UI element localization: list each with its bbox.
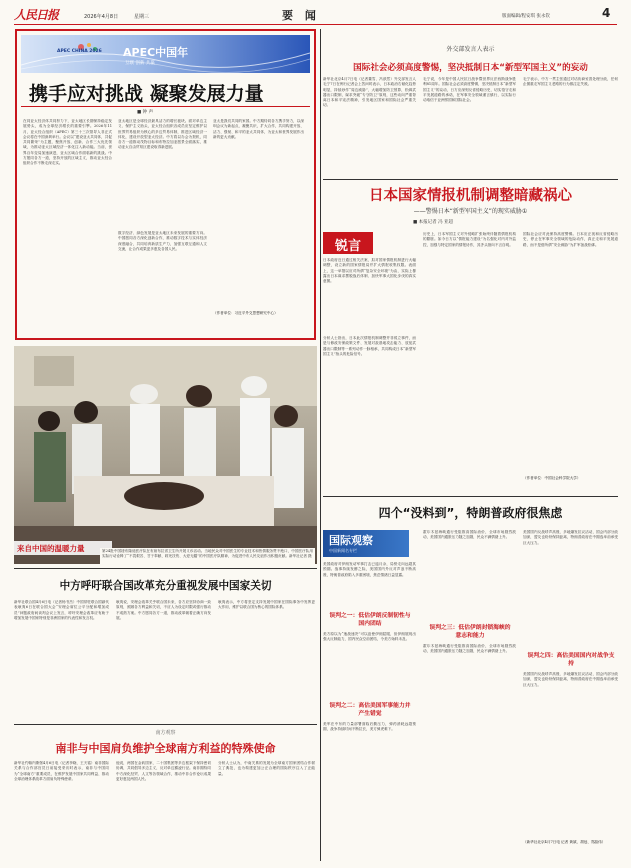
seventy-lead: 美国政府对伊朗发动军事打击已逾月余，局势走向远超其预期。战事持续发酵之际，美国国内外反对声浪不断高涨，特朗普政府陷入多重困境，焦虑情绪日益显露。 (323, 562, 416, 577)
sa-kicker: 南方观察 (155, 730, 176, 736)
seventy-badge (323, 530, 409, 557)
photo-caption-title: 来自中国的温暖力量 (14, 541, 112, 555)
jp-body-col1a: 日本政府近日通过相关法案，拟对国家情报机制进行大幅调整，设立新的国家情报局并扩大情报收集权限。表面上，这一举措以应对所谓“复杂安全环境”为由，实际上暴露出日本谋求摆脱战后体制、加快军事大国化步伐的真实意图。 (323, 258, 416, 284)
sa-body-col3: 分析人士认为，中南关系的发展为全球南方国家团结合作树立了典范，也为构建更加公正合理的国际秩序注入了正能量。 (218, 761, 315, 776)
issue-weekday: 星期三 (134, 14, 150, 20)
jp-body-col2: 历史上，日本军国主义对外侵略扩张始终伴随着情报机构的膨胀。如今日方以“情报能力建设”为名强化对内对外监控，加强与特定国家的情报协作，其矛头指向不言自明。 (423, 232, 516, 247)
apec-rule (21, 106, 310, 107)
jp-subheadline: ——警惕日本“新型军国主义”的现实威胁① (413, 208, 528, 215)
seventy-badge-small: 中国新闻名专栏 (329, 548, 357, 553)
un-top-rule (14, 568, 317, 569)
jp-source: （作者单位：中国社会科学院大学） (523, 476, 581, 480)
seventy-h2: 误判之二：高估美国军事能力并产生错觉 (329, 703, 411, 717)
news-photo (14, 346, 317, 564)
sa-body-col2: 他说，两国在金砖国家、二十国集团等多边框架下保持密切协调，共同倡导多边主义，反对单边霸凌行径。南非期待同中方深化经贸、人文等各领域合作，推动中非合作论坛成果更好惠及两国人民。 (116, 761, 211, 781)
apec-banner-tag: 互联 创新 共赢 (125, 61, 155, 66)
page-number: 4 (602, 6, 611, 20)
photo-scene (14, 346, 317, 564)
page-editor: 版面编辑/程安琪 张永钦 (502, 14, 550, 19)
section-title: 要 闻 (282, 9, 320, 22)
issue-date: 2026年4月8日 (84, 14, 119, 20)
jp-article[interactable] (323, 182, 618, 492)
sa-headline: 南非与中国肩负维护全球南方利益的特殊使命 (55, 742, 276, 755)
un-headline: 中方呼吁联合国改革充分重视发展中国家关切 (59, 580, 272, 592)
un-article[interactable] (14, 572, 317, 722)
seventy-source: （新华社北京4月7日电 记者 黄斌、胡冠、郑晶伟） (523, 840, 606, 844)
jp-body-col1b: 分析人士指出，日本此次情报机制调整并非孤立事件，而是与修改安保政策文件、发展对敌基地攻击能力、放宽武器出口限制等一系列动作一脉相承，共同构成日本“新型军国主义”抬头的危险信号。 (323, 336, 416, 356)
un-body-col1: 新华社联合国4月6日电（记者杨书杰）中国常驻联合国副代表耿爽6日在联合国大会“安理会席位公平分配和增加成员”问题政府间谈判会议上发言，呼吁安理会改革应有助于增加发展中国家特别是非洲国家的代表性和发言权。 (14, 600, 109, 620)
column-divider (320, 29, 321, 861)
apec-headline: 携手应对挑战 凝聚发展力量 (29, 83, 264, 105)
apec-banner-title: APEC中国年 (123, 46, 189, 59)
apec-body-col3: 亚太是我们共同的家园。中方期待同各方携手努力，以深圳会议为新起点，凝聚共识，扩大合作，共同构建开放、活力、强韧、和平的亚太共同体，为亚太和世界发展作出新的更大贡献。 (213, 119, 304, 139)
masthead-rule (14, 24, 617, 25)
sa-top-rule (14, 724, 317, 725)
sa-article[interactable] (14, 727, 317, 862)
apec-body-col1: 在同亚太经济体共同努力下，亚太地区长期保持稳定发展势头，成为全球经济增长的重要引擎。2026年11月，亚太经合组织（APEC）第三十三次领导人非正式会议将在中国深圳举行。会议以“建设亚太共同体，共促共同繁荣”为主题，聚焦开放、创新、合作三大优先领域，为推动亚太区域经济一体化注入新动能。当前，世界百年变局加速演进，亚太区域合作面临新的挑战。中方愿同各方一道，坚持开放的区域主义，推动亚太经合组织合作不断走深走实。 (23, 119, 112, 166)
apec-source: （作者单位：习近平外交思想研究中心） (213, 311, 278, 315)
fm-body-col3: 毛宁表示，中方一贯主张通过对话协商妥善处理分歧，任何企图重走军国主义老路的行为都注定失败。 (523, 77, 618, 87)
sa-body-col1: 新华社约翰内斯堡4月6日电（记者李晓、王天铭）南非国际关系与合作部官员日前接受采访时表示，南非与中国同为“全球南方”重要成员，在维护发展中国家共同利益、推动全球治理体系改革方面肩负特殊使命。 (14, 761, 109, 781)
seventy-badge-big: 国际观察 (329, 534, 373, 547)
jp-badge (323, 232, 373, 254)
newspaper-logo: 人民日报 (14, 8, 59, 22)
seventy-h1: 误判之一：低估伊朗反制韧性与国内团结 (329, 613, 411, 627)
seventy-col2-bottom: 霍尔木兹海峡通行受阻推高国际油价，全球市场剧烈波动，美国国内通胀压力随之加剧，民众不满情绪上升。 (423, 644, 516, 654)
photo-caption-body: 第24批中国援布隆迪医疗队在布琼布拉省卫生所开展义诊活动。当地民众对中国医生的专业技术和热情服务赞不绝口，中国医疗队用实际行动诠释了“不畏艰苦、甘于奉献、救死扶伤、大爱无疆”的中国医疗队精神，为促进中布人民友谊作出积极贡献。新华社记者 摄 (100, 548, 315, 564)
seventy-h3: 误判之三：低估伊朗封锁海峡的意志和能力 (429, 625, 511, 639)
un-body-col2: 耿爽说，安理会改革关乎联合国未来，各方应坚持协商一致原则，照顾各方利益和关切，不应人为设定时限或强行推动不成熟方案。中方愿同各方一道，推动改革朝着正确方向发展。 (116, 600, 211, 620)
apec-body-col2b: 数字经济、绿色发展是亚太地区未来发展的重要方向。中国愿同各方深化创新合作，推动数字技术与实体经济深度融合，共同培育新质生产力，加强互联互通和人文交流，让合作成果更多惠及各国人民。 (118, 231, 207, 251)
jp-author: ■ 本报记者 冯 亚超 (413, 220, 454, 225)
apec-body-col2: 亚太地区是全球经济最具活力的增长板块。面对单边主义、保护主义抬头，亚太经合组织各成员应坚定维护以世界贸易组织为核心的多边贸易体制，推进区域经济一体化，建设开放型亚太经济。中方将以办会为契机，同各方一道推动茂物目标和布特拉加亚愿景全面落实，推动亚太自由贸易区建设取得新进展。 (118, 119, 207, 150)
seventy-p2: 美军在中东的力量部署面临后勤压力，弹药消耗远超预期，战争持续时间不断拉长，美方骑虎难下。 (323, 722, 416, 732)
seventy-top-rule (323, 496, 618, 497)
apec-banner (21, 35, 310, 73)
fm-kicker: 外交部发言人表示 (446, 46, 495, 53)
seventy-col3-bottom: 美国国内反战呼声高涨，多地爆发抗议活动，国会内部分歧加深，盟友也纷纷保持距离，特朗普政府在中期选举前承受巨大压力。 (523, 672, 618, 687)
seventy-p1: 美方原以为“速战速决”可以迫使伊朗屈服，但伊朗展现出强大反制能力，国内民众空前团结，令美方始料未及。 (323, 632, 416, 642)
seventy-col2-top: 霍尔木兹海峡通行受阻推高国际油价，全球市场剧烈波动，美国国内通胀压力随之加剧，民众不满情绪上升。 (423, 530, 516, 540)
seventy-col3-top: 美国国内反战呼声高涨，多地爆发抗议活动，国会内部分歧加深，盟友也纷纷保持距离，特朗普政府在中期选举前承受巨大压力。 (523, 530, 618, 545)
jp-body-col3: 国际社会应对此保持高度警惕。日本应正视和反省侵略历史，停止在军事安全领域的危险动作，真正走和平发展道路，而不是借所谓“安全威胁”为扩军备战松绑。 (523, 232, 618, 247)
fm-article[interactable] (323, 29, 618, 178)
apec-author: ■ 钟 声 (137, 110, 154, 115)
fm-body-col2: 毛宁说，今年是中国人民抗日战争暨世界反法西斯战争胜利81周年。国际社会必须高度警惕，坚决抵制日本“新型军国主义”的妄动，日方应深刻反省侵略历史，切实恪守走和平发展道路的承诺，在军事安全领域谨言慎行，以实际行动取信于亚洲邻国和国际社会。 (423, 77, 516, 103)
seventy-h4: 误判之四：高估美国国内对战争支持 (527, 653, 615, 667)
seventy-headline: 四个“没料到”，特朗普政府很焦虑 (378, 506, 563, 520)
jp-badge-label: 锐言 (334, 239, 361, 254)
apec-commentary-box[interactable] (15, 29, 316, 340)
seventy-article[interactable] (323, 500, 618, 860)
un-body-col3: 耿爽表示，中方将坚定支持发展中国家在国际事务中发挥更大作用，维护以联合国为核心的国际体系。 (218, 600, 315, 610)
jp-headline: 日本国家情报机制调整暗藏祸心 (369, 188, 572, 204)
fm-rule (323, 179, 618, 180)
apec-banner-small: APEC CHINA 2026 (57, 49, 102, 54)
fm-body-col1: 新华社北京4月7日电（记者董雪、冯歆然）外交部发言人毛宁7日在例行记者会上答问时表示，日本政治右倾化趋势明显，持续炒作“周边威胁”，大幅增加防卫预算，松绑武器出口限制，谋求突破“专守防卫”原则，这些动向严重背离日本和平宪法精神，引发地区国家和国际社会严重关切。 (323, 77, 416, 108)
fm-headline: 国际社会必须高度警惕，坚决抵制日本“新型军国主义”的妄动 (353, 63, 588, 73)
